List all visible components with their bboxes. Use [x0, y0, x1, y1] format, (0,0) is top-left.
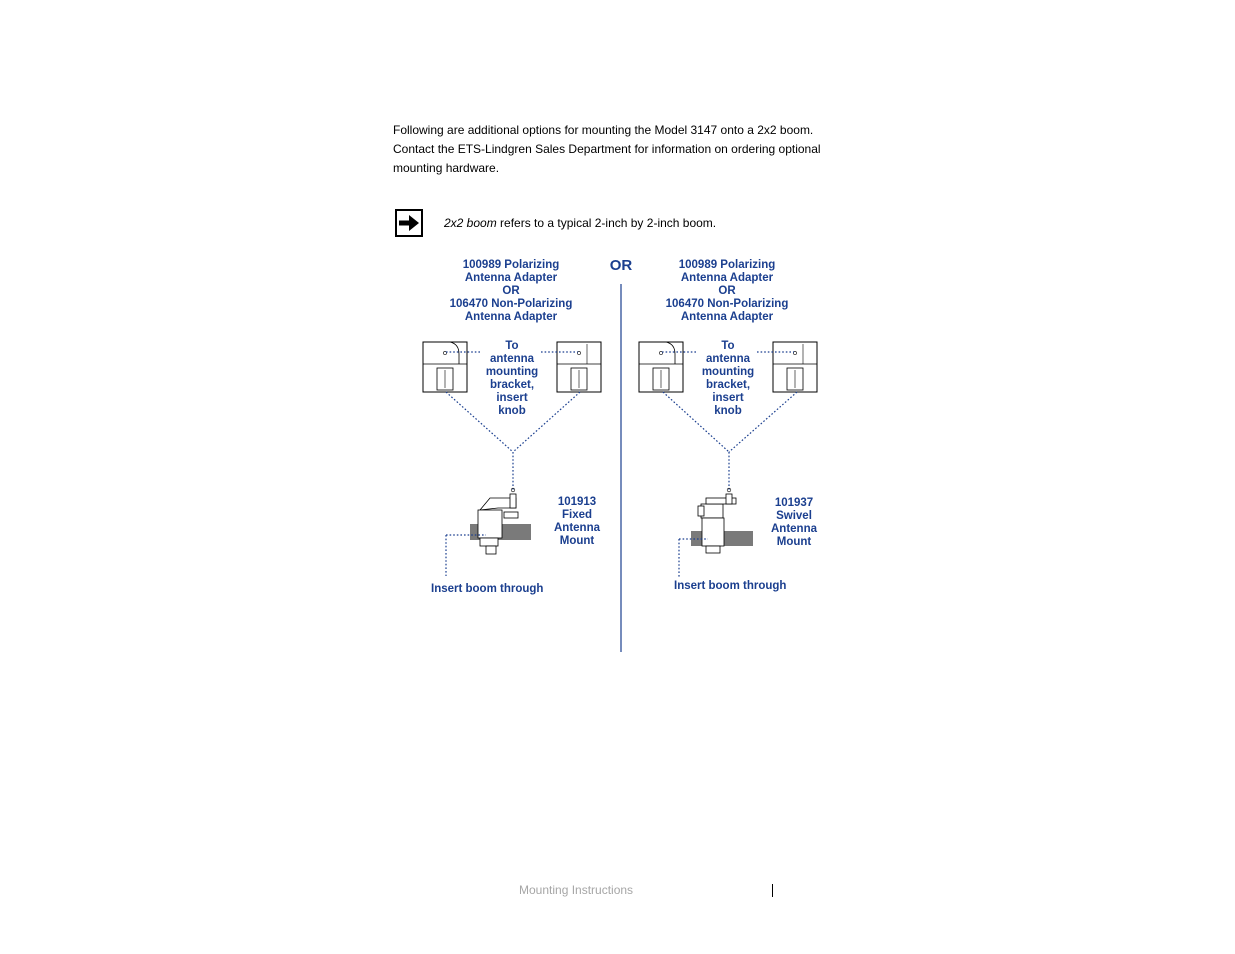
right-adapter-line-1: 100989 Polarizing — [678, 259, 776, 271]
left-adapter-line-3: OR — [502, 285, 520, 297]
left-insert-line-4: bracket, — [489, 379, 535, 391]
right-mount-line-2: Swivel — [776, 510, 812, 522]
left-mount-line-4: Mount — [559, 535, 595, 547]
left-mount-line-2: Fixed — [561, 509, 593, 521]
left-insert-line-2: antenna — [489, 353, 535, 365]
intro-line-3: mounting hardware. — [393, 161, 500, 175]
mounting-diagram — [418, 252, 828, 654]
left-insert-line-1: To — [505, 340, 519, 352]
left-boom-label: Insert boom through — [431, 583, 544, 595]
right-insert-line-1: To — [721, 340, 735, 352]
intro-paragraph — [393, 121, 853, 178]
left-insert-line-6: knob — [498, 405, 526, 417]
left-adapter-line-4: 106470 Non-Polarizing — [449, 298, 573, 310]
left-adapter-line-5: Antenna Adapter — [464, 311, 558, 323]
arrow-right-icon — [395, 209, 423, 237]
right-insert-line-3: mounting — [701, 366, 755, 378]
left-insert-line-3: mounting — [485, 366, 539, 378]
right-insert-line-5: insert — [712, 392, 744, 404]
left-adapter-line-2: Antenna Adapter — [464, 272, 558, 284]
right-adapter-line-2: Antenna Adapter — [680, 272, 774, 284]
note-text — [444, 215, 716, 231]
footer-title: Mounting Instructions — [519, 883, 634, 897]
right-insert-label — [694, 340, 762, 418]
center-or-label: OR — [609, 257, 633, 274]
right-mount-label — [764, 497, 824, 549]
right-adapter-line-4: 106470 Non-Polarizing — [665, 298, 789, 310]
intro-line-1: Following are additional options for mounting the Model 3147 onto a 2x2 boom. — [393, 123, 814, 137]
right-adapter-label — [654, 259, 800, 324]
right-mount-line-4: Mount — [776, 536, 812, 548]
left-insert-label — [478, 340, 546, 418]
intro-line-2: Contact the ETS-Lindgren Sales Department for information on ordering optional — [393, 142, 821, 156]
left-mount-line-3: Antenna — [554, 522, 600, 534]
right-adapter-line-5: Antenna Adapter — [680, 311, 774, 323]
right-adapter-line-3: OR — [718, 285, 736, 297]
right-insert-line-4: bracket, — [705, 379, 751, 391]
left-adapter-label — [438, 259, 584, 324]
note-term: 2x2 boom — [444, 216, 497, 230]
left-insert-line-5: insert — [496, 392, 528, 404]
footer-divider — [772, 884, 773, 897]
left-mount-label — [548, 496, 606, 548]
right-insert-line-6: knob — [714, 405, 742, 417]
right-mount-line-3: Antenna — [771, 523, 817, 535]
left-adapter-line-1: 100989 Polarizing — [462, 259, 560, 271]
right-boom-label: Insert boom through — [674, 580, 787, 592]
left-mount-line-1: 101913 — [557, 496, 597, 508]
right-mount-line-1: 101937 — [774, 497, 814, 509]
note-body: refers to a typical 2-inch by 2-inch boom. — [496, 216, 717, 230]
right-insert-line-2: antenna — [705, 353, 751, 365]
